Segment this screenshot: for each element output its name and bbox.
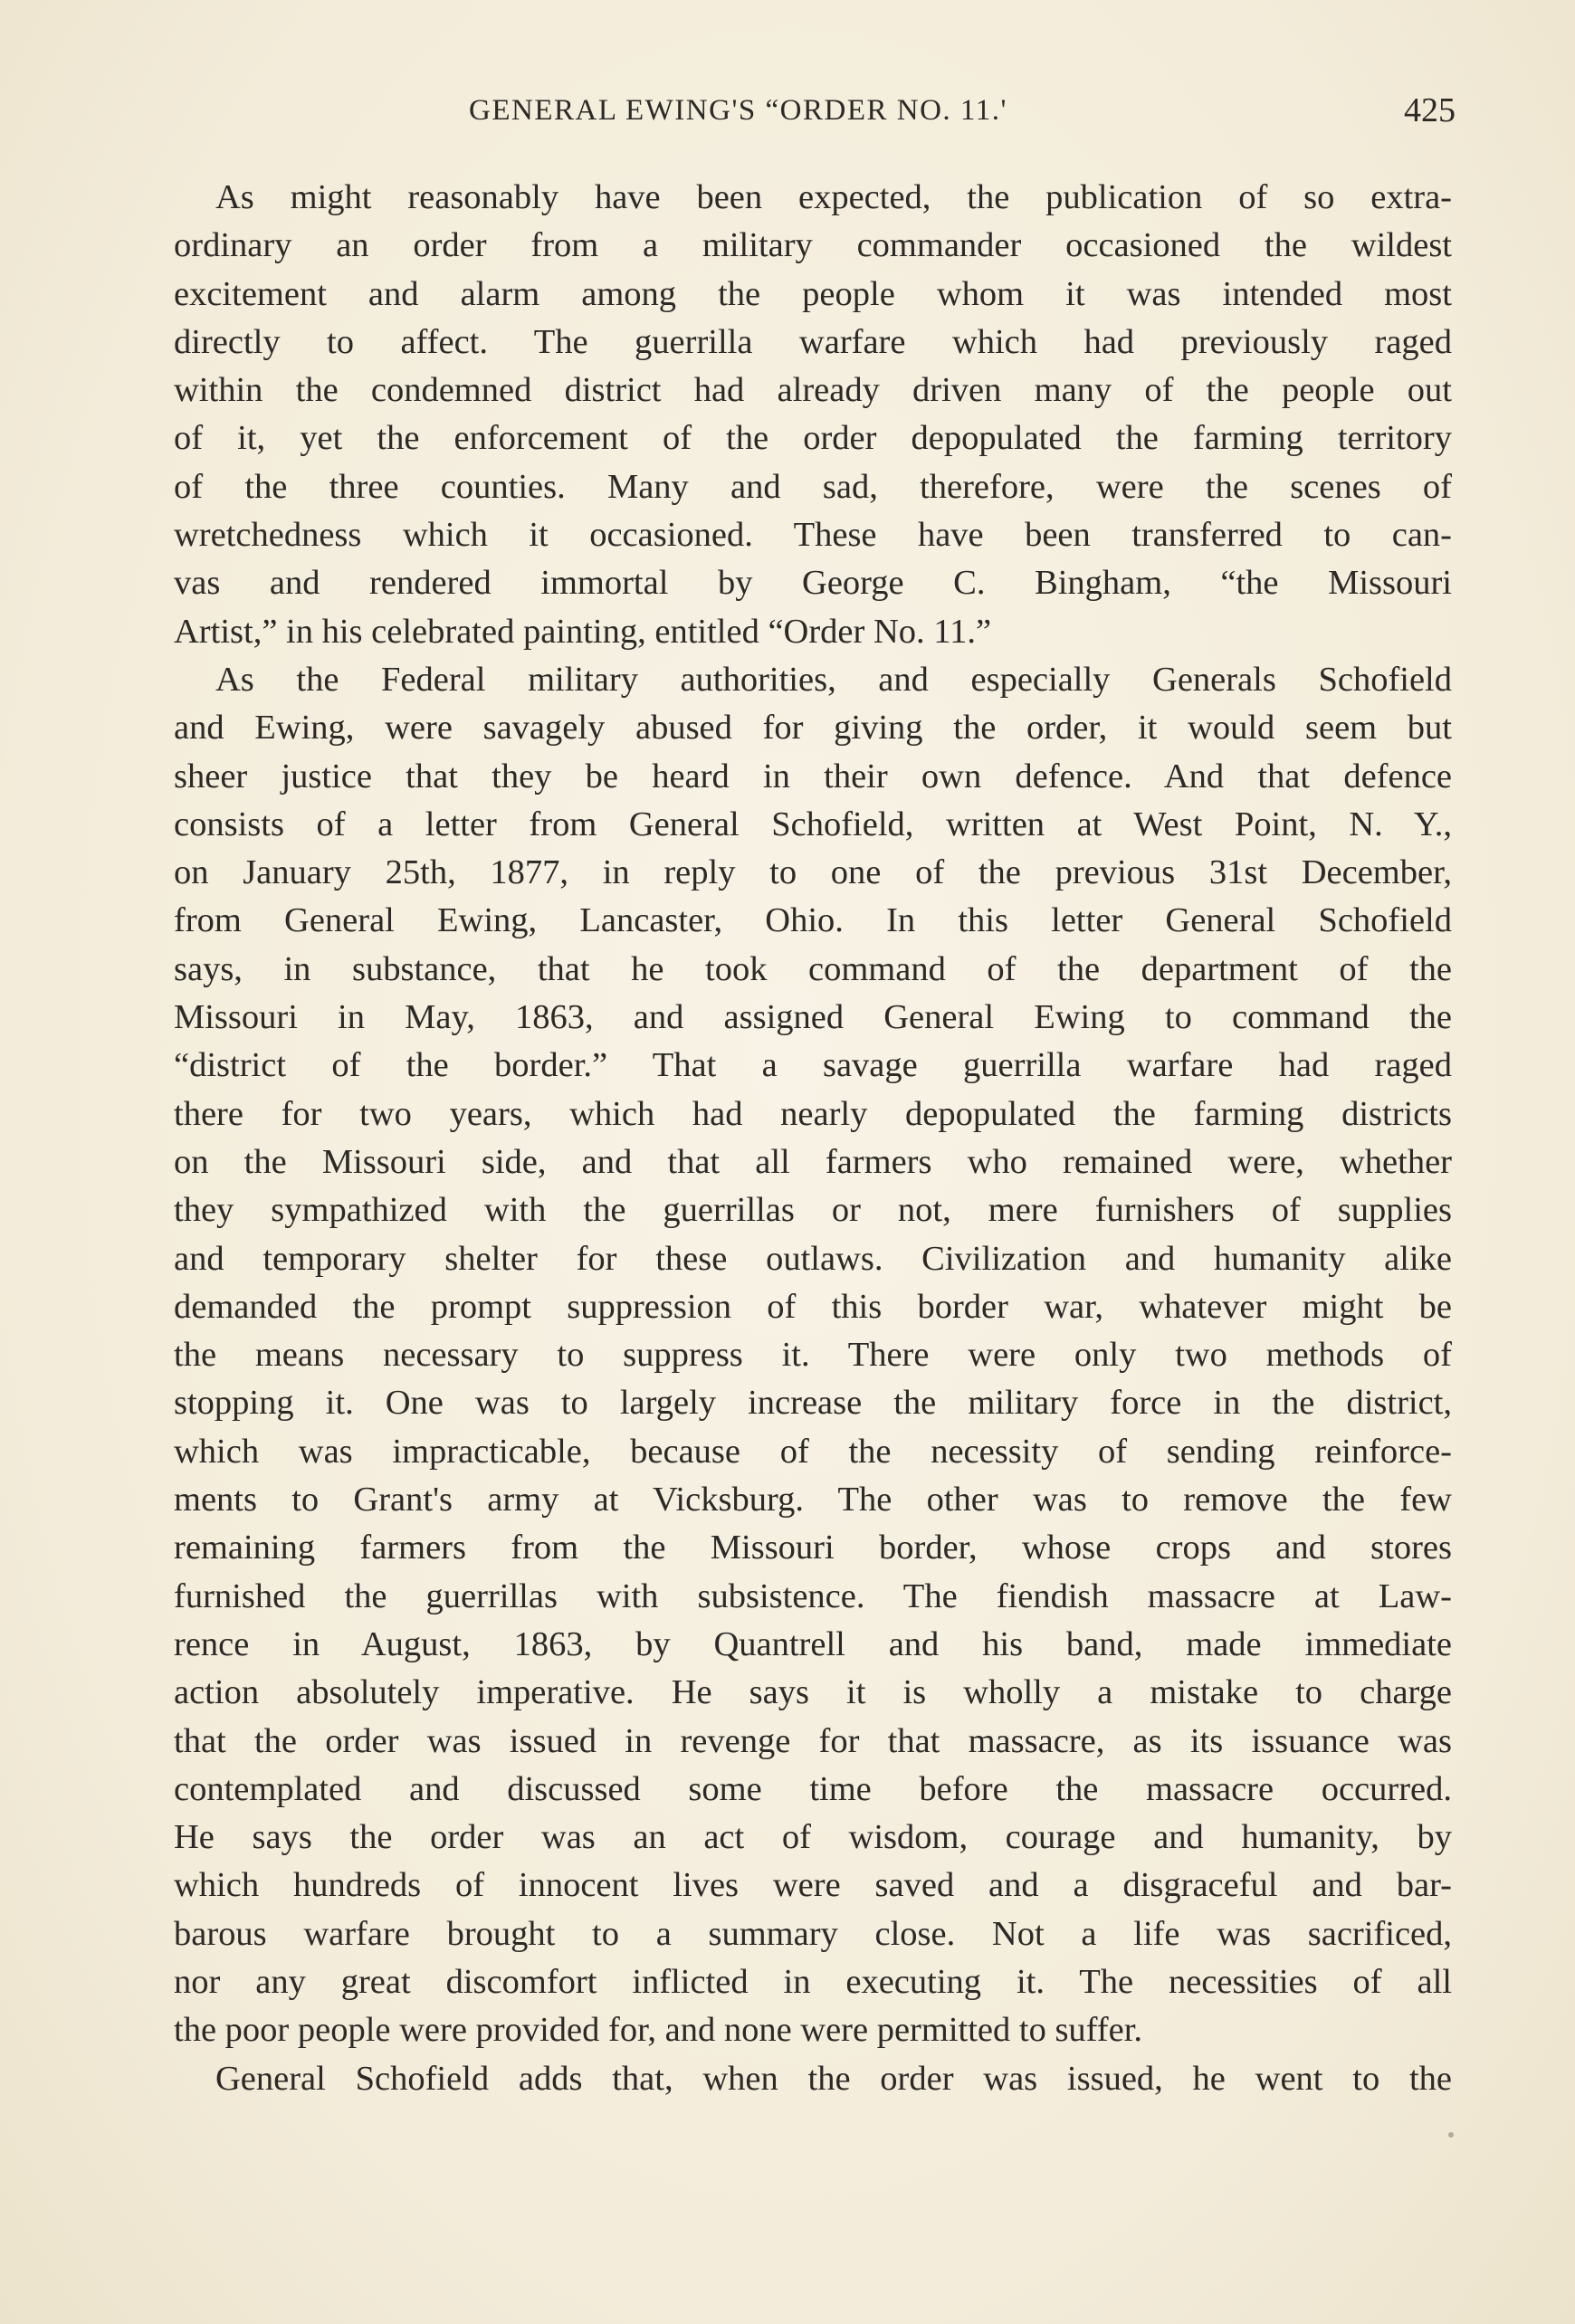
text-line: of it, yet the enforcement of the order depopulated the farming territory bbox=[174, 419, 1452, 458]
text-line: which hundreds of innocent lives were saved and a disgraceful and bar- bbox=[174, 1866, 1452, 1905]
text-line: and temporary shelter for these outlaws. Civilization and humanity alike bbox=[174, 1239, 1452, 1278]
text-line: the poor people were provided for, and none were permitted to suffer. bbox=[174, 2011, 1143, 2050]
text-line: from General Ewing, Lancaster, Ohio. In this letter General Schofield bbox=[174, 901, 1452, 940]
running-head bbox=[469, 91, 1456, 139]
text-line: Artist,” in his celebrated painting, entitled “Order No. 11.” bbox=[174, 612, 992, 651]
text-line: the means necessary to suppress it. There were only two methods of bbox=[174, 1336, 1452, 1375]
text-line: demanded the prompt suppression of this border war, whatever might be bbox=[174, 1287, 1452, 1326]
text-line: ments to Grant's army at Vicksburg. The other was to remove the few bbox=[174, 1481, 1452, 1519]
text-line: within the condemned district had already driven many of the people out bbox=[174, 371, 1452, 410]
text-line: vas and rendered immortal by George C. Bingham, “the Missouri bbox=[174, 564, 1452, 603]
text-line: nor any great discomfort inflicted in executing it. The necessities of all bbox=[174, 1962, 1452, 2001]
text-line: He says the order was an act of wisdom, courage and humanity, by bbox=[174, 1818, 1452, 1857]
text-line: Missouri in May, 1863, and assigned General Ewing to command the bbox=[174, 998, 1452, 1037]
text-line: and Ewing, were savagely abused for giving the order, it would seem but bbox=[174, 709, 1452, 748]
text-line: says, in substance, that he took command of the department of the bbox=[174, 949, 1452, 988]
running-title: GENERAL EWING'S “ORDER NO. 11.' bbox=[469, 94, 1007, 127]
text-line: ordinary an order from a military commander occasioned the wildest bbox=[174, 226, 1452, 265]
text-line: rence in August, 1863, by Quantrell and his band, made immediate bbox=[174, 1624, 1452, 1663]
text-line: they sympathized with the guerrillas or not, mere furnishers of supplies bbox=[174, 1191, 1452, 1230]
text-line: remaining farmers from the Missouri border, whose crops and stores bbox=[174, 1529, 1452, 1567]
text-line: on the Missouri side, and that all farmers who remained were, whether bbox=[174, 1142, 1452, 1181]
text-line: action absolutely imperative. He says it is wholly a mistake to charge bbox=[174, 1673, 1452, 1712]
text-line: “district of the border.” That a savage guerrilla warfare had raged bbox=[174, 1046, 1452, 1085]
text-line: that the order was issued in revenge for that massacre, as its issuance was bbox=[174, 1721, 1452, 1760]
page-number: 425 bbox=[1404, 91, 1456, 129]
text-line: sheer justice that they be heard in their own defence. And that defence bbox=[174, 757, 1452, 795]
body-text bbox=[174, 174, 1452, 2103]
text-line: which was impracticable, because of the necessity of sending reinforce- bbox=[174, 1432, 1452, 1471]
text-line: of the three counties. Many and sad, therefore, were the scenes of bbox=[174, 467, 1452, 506]
text-line: there for two years, which had nearly depopulated the farming districts bbox=[174, 1094, 1452, 1133]
text-line: As might reasonably have been expected, the publication of so extra- bbox=[215, 178, 1452, 216]
margin-speck bbox=[1448, 2132, 1454, 2138]
text-line: furnished the guerrillas with subsistence. The fiendish massacre at Law- bbox=[174, 1576, 1452, 1615]
text-line: barous warfare brought to a summary close. Not a life was sacrificed, bbox=[174, 1914, 1452, 1953]
text-line: General Schofield adds that, when the order was issued, he went to the bbox=[215, 2059, 1452, 2098]
text-line: stopping it. One was to largely increase the military force in the district, bbox=[174, 1384, 1452, 1423]
text-line: on January 25th, 1877, in reply to one of the previous 31st December, bbox=[174, 853, 1452, 892]
text-line: directly to affect. The guerrilla warfare which had previously raged bbox=[174, 322, 1452, 361]
text-line: As the Federal military authorities, and especially Generals Schofield bbox=[215, 660, 1452, 699]
text-line: wretchedness which it occasioned. These have been transferred to can- bbox=[174, 516, 1452, 555]
text-line: excitement and alarm among the people whom it was intended most bbox=[174, 274, 1452, 313]
text-line: consists of a letter from General Schofield, written at West Point, N. Y., bbox=[174, 805, 1452, 843]
text-line: contemplated and discussed some time before the massacre occurred. bbox=[174, 1769, 1452, 1808]
